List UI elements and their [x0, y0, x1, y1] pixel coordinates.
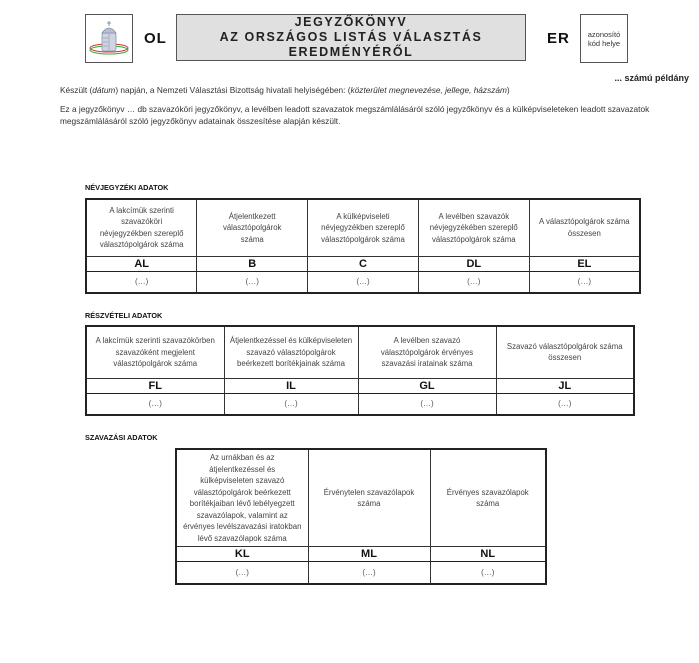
made-suffix: )	[506, 85, 510, 95]
value-cell[interactable]: (…)	[418, 271, 529, 293]
title-line-1: JEGYZŐKÖNYV	[294, 15, 408, 29]
column-code: IL	[224, 378, 358, 393]
section-title-szavazasi: SZAVAZÁSI ADATOK	[85, 433, 158, 442]
value-cell[interactable]: (…)	[529, 271, 640, 293]
table-reszveteli	[85, 325, 635, 416]
value-cell[interactable]: (…)	[358, 393, 496, 415]
copy-number-label: ... számú példány	[614, 73, 689, 83]
column-header: A választópolgárok száma összesen	[529, 199, 640, 256]
made-statement	[60, 85, 510, 95]
value-cell[interactable]: (…)	[176, 562, 308, 584]
column-code: C	[308, 256, 419, 271]
column-code: JL	[496, 378, 634, 393]
column-code: FL	[86, 378, 224, 393]
right-form-code: ER	[547, 30, 570, 47]
title-line-2: AZ ORSZÁGOS LISTÁS VÁLASZTÁS EREDMÉNYÉRŐL	[219, 30, 483, 59]
table-nevjegyzeki	[85, 198, 641, 294]
document-title	[176, 14, 526, 61]
value-cell[interactable]: (…)	[86, 271, 197, 293]
made-date-placeholder: dátum	[92, 85, 116, 95]
value-cell[interactable]: (…)	[308, 562, 430, 584]
column-header: A lakcímük szerinti szavazókörben szavazóként megjelent választópolgárok száma	[86, 326, 224, 378]
value-cell[interactable]: (…)	[496, 393, 634, 415]
value-cell[interactable]: (…)	[430, 562, 546, 584]
identifier-code-box	[580, 14, 628, 63]
coat-of-arms-logo	[85, 14, 133, 63]
made-place-placeholder: közterület megnevezése, jellege, házszám	[350, 85, 507, 95]
intro-paragraph: Ez a jegyzőkönyv … db szavazóköri jegyzőkönyv, a levélben leadott szavazatok megszámlálásáról szóló jegyzőkönyv és a külképviseleteken leadott szavazatok megszámlálásáról szóló jegyzőkönyv adatainak összesítése alapján készült.	[60, 104, 650, 126]
column-header: Átjelentkezett választópolgárok száma	[197, 199, 308, 256]
column-header: A levélben szavazók névjegyzékében szereplő választópolgárok száma	[418, 199, 529, 256]
column-code: GL	[358, 378, 496, 393]
column-header: A lakcímük szerinti szavazóköri névjegyzékben szereplő választópolgárok száma	[86, 199, 197, 256]
column-header: Szavazó választópolgárok száma összesen	[496, 326, 634, 378]
section-title-reszveteli: RÉSZVÉTELI ADATOK	[85, 311, 163, 320]
id-box-line-1: azonosító	[587, 29, 621, 39]
value-cell[interactable]: (…)	[86, 393, 224, 415]
column-code: B	[197, 256, 308, 271]
column-code: AL	[86, 256, 197, 271]
column-code: KL	[176, 547, 308, 562]
left-form-code: OL	[144, 30, 167, 47]
column-code: EL	[529, 256, 640, 271]
table-szavazasi	[175, 448, 547, 585]
value-cell[interactable]: (…)	[308, 271, 419, 293]
made-middle: ) napján, a Nemzeti Választási Bizottság hivatali helyiségében: (	[115, 85, 351, 95]
value-cell[interactable]: (…)	[197, 271, 308, 293]
column-header: Érvénytelen szavazólapok száma	[308, 449, 430, 547]
column-header: Érvényes szavazólapok száma	[430, 449, 546, 547]
column-code: ML	[308, 547, 430, 562]
section-title-nevjegyzeki: NÉVJEGYZÉKI ADATOK	[85, 183, 169, 192]
made-prefix: Készült (	[60, 85, 93, 95]
column-code: NL	[430, 547, 546, 562]
column-header: A levélben szavazó választópolgárok érvényes szavazási iratainak száma	[358, 326, 496, 378]
column-header: Az urnákban és az átjelentkezéssel és külképviseleten szavazó választópolgárok beérkezett borítékjaiban lévő lebélyegzett szavazólapok, valamint az érvényes levélszavazási iratokban lévő szavazólapok száma	[176, 449, 308, 547]
column-header: Átjelentkezéssel és külképviseleten szavazó választópolgárok beérkezett borítékjainak száma	[224, 326, 358, 378]
column-code: DL	[418, 256, 529, 271]
id-box-line-2: kód helye	[587, 38, 621, 48]
hungarian-coat-of-arms-icon	[86, 15, 132, 62]
column-header: A külképviseleti névjegyzékben szereplő választópolgárok száma	[308, 199, 419, 256]
value-cell[interactable]: (…)	[224, 393, 358, 415]
